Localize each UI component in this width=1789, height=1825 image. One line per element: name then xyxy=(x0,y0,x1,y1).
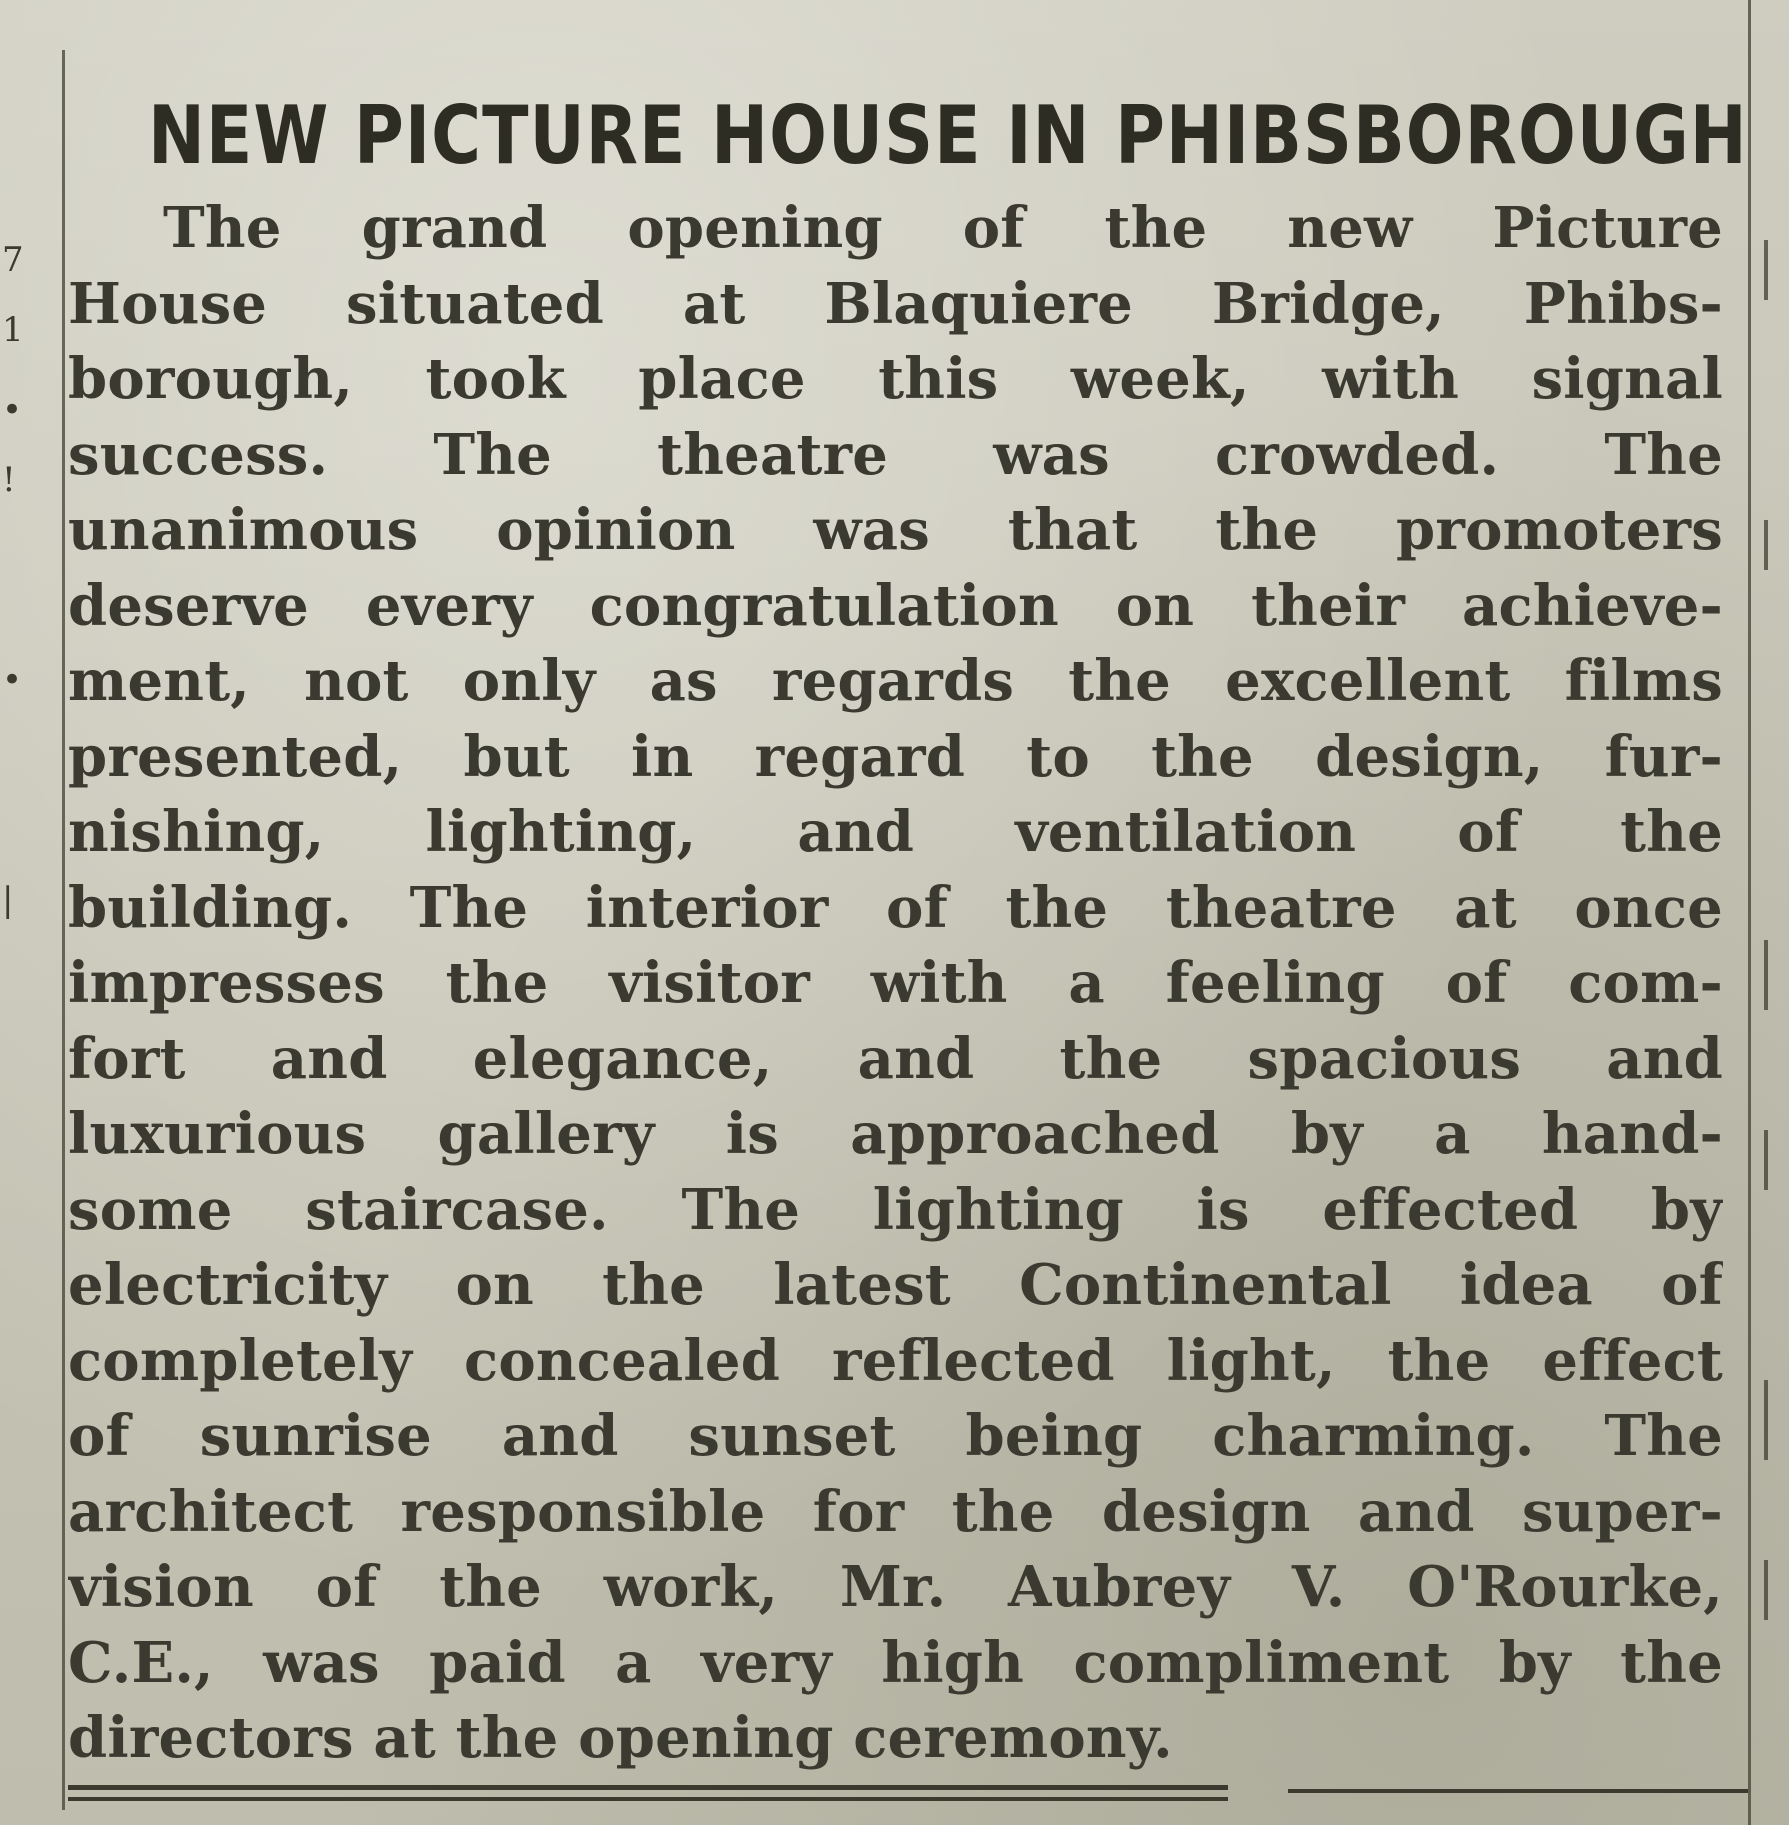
article-line: directors at the opening ceremony. xyxy=(68,1705,1173,1771)
article-line: borough, took place this week, with signal xyxy=(68,346,1723,412)
article-line: electricity on the latest Continental idea of xyxy=(68,1252,1723,1318)
article-line: luxurious gallery is approached by a hand- xyxy=(68,1101,1723,1167)
article-line: ment, not only as regards the excellent films xyxy=(68,648,1723,714)
article-line: fort and elegance, and the spacious and xyxy=(68,1025,1723,1092)
article-end-rule xyxy=(68,1785,1748,1825)
fragment-char: 7 xyxy=(2,240,24,280)
article-line: some staircase. The lighting is effected by xyxy=(68,1176,1723,1243)
article-line: completely concealed reflected light, the effect xyxy=(68,1327,1723,1394)
column-rule-left xyxy=(62,50,65,1810)
article-line: vision of the work, Mr. Aubrey V. O'Rourke, xyxy=(68,1554,1723,1620)
article-line: architect responsible for the design and super- xyxy=(68,1478,1723,1545)
fragment-char: • xyxy=(2,660,23,700)
fragment-char: ! xyxy=(2,460,16,500)
fragment-char: • xyxy=(2,390,23,430)
article-line: C.E., was paid a very high compliment by the xyxy=(68,1629,1723,1696)
fragment-char: | xyxy=(2,880,14,920)
adjacent-column-fragments xyxy=(0,240,40,940)
article-line: of sunrise and sunset being charming. The xyxy=(68,1403,1723,1469)
article-line: unanimous opinion was that the promoters xyxy=(68,497,1723,563)
article-line: presented, but in regard to the design, fur- xyxy=(68,723,1723,790)
article-line: nishing, lighting, and ventilation of the xyxy=(68,799,1723,865)
article-headline: NEW PICTURE HOUSE IN PHIBSBOROUGH xyxy=(148,90,1748,184)
article-line: building. The interior of the theatre at once xyxy=(68,874,1723,941)
article-line: success. The theatre was crowded. The xyxy=(68,421,1723,488)
news-article xyxy=(68,80,1748,1777)
article-line: deserve every congratulation on their achieve- xyxy=(68,572,1723,639)
adjacent-column-marks xyxy=(1758,0,1789,1825)
article-line: House situated at Blaquiere Bridge, Phibs- xyxy=(68,270,1723,337)
article-line: impresses the visitor with a feeling of com- xyxy=(68,950,1723,1016)
column-rule-right xyxy=(1748,0,1751,1825)
fragment-char: 1 xyxy=(2,310,24,350)
article-line: The grand opening of the new Picture xyxy=(163,195,1723,261)
article-body xyxy=(68,191,1723,1777)
